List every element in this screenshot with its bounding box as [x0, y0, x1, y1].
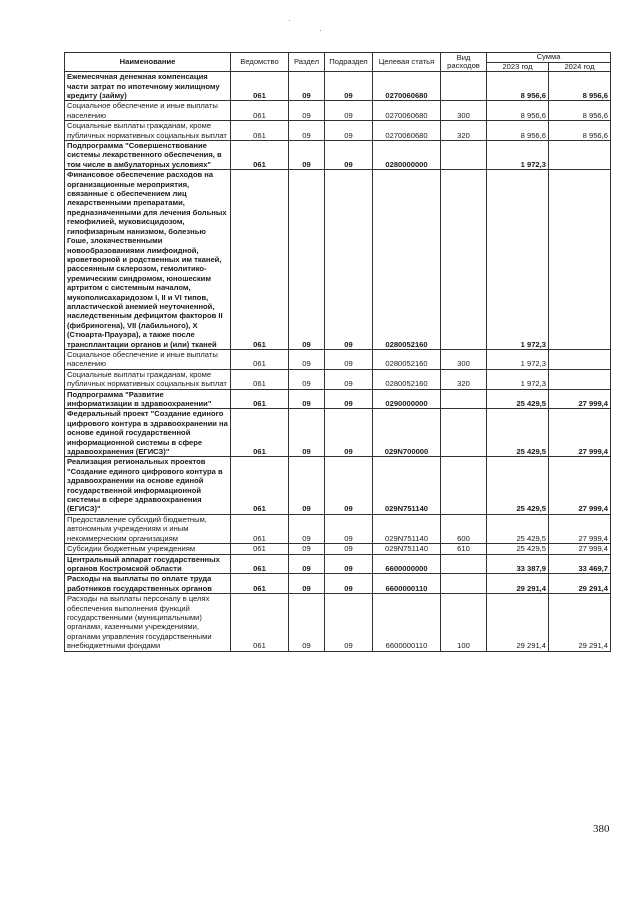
header-year-2024: 2024 год — [549, 62, 611, 72]
header-razdel: Раздел — [289, 53, 325, 72]
row-sum-2024-cell: 8 956,6 — [549, 121, 611, 141]
row-sum-2024-cell: 29 291,4 — [549, 574, 611, 594]
table-row — [65, 457, 611, 514]
row-name-cell: Социальные выплаты гражданам, кроме публичных нормативных социальных выплат — [65, 369, 231, 389]
table-row — [65, 141, 611, 170]
row-razdel-cell: 09 — [289, 457, 325, 514]
header-name: Наименование — [65, 53, 231, 72]
row-razdel-cell: 09 — [289, 369, 325, 389]
header-vedomstvo: Ведомство — [231, 53, 289, 72]
row-vid-raskhodov-cell — [441, 574, 487, 594]
row-tselevaya-statya-cell: 029N700000 — [373, 409, 441, 457]
row-sum-2023-cell: 25 429,5 — [487, 457, 549, 514]
row-podrazdel-cell: 09 — [325, 369, 373, 389]
row-podrazdel-cell: 09 — [325, 349, 373, 369]
row-tselevaya-statya-cell: 0270060680 — [373, 121, 441, 141]
row-vid-raskhodov-cell: 610 — [441, 544, 487, 554]
row-sum-2023-cell: 8 956,6 — [487, 72, 549, 101]
row-sum-2023-cell: 25 429,5 — [487, 409, 549, 457]
row-podrazdel-cell: 09 — [325, 389, 373, 409]
row-sum-2024-cell: 33 469,7 — [549, 554, 611, 574]
row-vedomstvo-cell: 061 — [231, 457, 289, 514]
row-tselevaya-statya-cell: 0270060680 — [373, 72, 441, 101]
row-sum-2023-cell: 1 972,3 — [487, 141, 549, 170]
table-row — [65, 574, 611, 594]
row-name-cell: Реализация региональных проектов "Создание единого цифрового контура в здравоохранении на основе единой государственной информационной системы в сфере здравоохранения (ЕГИСЗ)" — [65, 457, 231, 514]
header-podrazdel: Подраздел — [325, 53, 373, 72]
row-podrazdel-cell: 09 — [325, 457, 373, 514]
row-vid-raskhodov-cell: 300 — [441, 101, 487, 121]
table-body — [65, 72, 611, 651]
row-razdel-cell: 09 — [289, 121, 325, 141]
budget-table — [64, 52, 611, 652]
row-razdel-cell: 09 — [289, 170, 325, 350]
row-razdel-cell: 09 — [289, 72, 325, 101]
row-tselevaya-statya-cell: 6600000110 — [373, 574, 441, 594]
row-sum-2023-cell: 29 291,4 — [487, 594, 549, 651]
row-tselevaya-statya-cell: 029N751140 — [373, 457, 441, 514]
table-row — [65, 594, 611, 651]
row-vedomstvo-cell: 061 — [231, 141, 289, 170]
row-vid-raskhodov-cell: 100 — [441, 594, 487, 651]
row-name-cell: Расходы на выплаты по оплате труда работников государственных органов — [65, 574, 231, 594]
row-podrazdel-cell: 09 — [325, 141, 373, 170]
row-vid-raskhodov-cell — [441, 389, 487, 409]
row-name-cell: Предоставление субсидий бюджетным, автономным учреждениям и иным некоммерческим организациям — [65, 514, 231, 543]
row-vedomstvo-cell: 061 — [231, 101, 289, 121]
row-sum-2023-cell: 8 956,6 — [487, 121, 549, 141]
scan-speck — [289, 20, 290, 21]
row-name-cell: Финансовое обеспечение расходов на организационные мероприятия, связанные с обеспечением лиц лекарственными препаратами, предназначенными для лечения больных гемофилией, муковисцидозом, гипофизарным нанизмом, болезнью Гоше, злокачественными новообразованиями лимфоидной, кроветворной и родственных им тканей, рассеянным склерозом, гемолитико-уремическим синдромом, юношеским артритом с системным началом, мукополисахаридозом I, II и VI типов, апластической анемией неуточненной, наследственным дефицитом факторов II (фибриногена), VII (лабильного), X (Стюарта-Прауэра), а также после трансплантации органов и (или) тканей — [65, 170, 231, 350]
row-tselevaya-statya-cell: 0280052160 — [373, 349, 441, 369]
row-razdel-cell: 09 — [289, 594, 325, 651]
row-razdel-cell: 09 — [289, 349, 325, 369]
row-name-cell: Социальное обеспечение и иные выплаты населению — [65, 101, 231, 121]
row-sum-2023-cell: 25 429,5 — [487, 389, 549, 409]
row-sum-2023-cell: 1 972,3 — [487, 349, 549, 369]
row-sum-2024-cell — [549, 369, 611, 389]
row-vid-raskhodov-cell: 300 — [441, 349, 487, 369]
row-podrazdel-cell: 09 — [325, 101, 373, 121]
table-row — [65, 121, 611, 141]
row-podrazdel-cell: 09 — [325, 554, 373, 574]
table-row — [65, 170, 611, 350]
header-tselevaya-statya: Целевая статья — [373, 53, 441, 72]
row-vid-raskhodov-cell: 320 — [441, 369, 487, 389]
row-sum-2023-cell: 1 972,3 — [487, 170, 549, 350]
row-sum-2023-cell: 33 387,9 — [487, 554, 549, 574]
row-name-cell: Ежемесячная денежная компенсация части затрат по ипотечному жилищному кредиту (займу) — [65, 72, 231, 101]
row-podrazdel-cell: 09 — [325, 574, 373, 594]
row-tselevaya-statya-cell: 029N751140 — [373, 514, 441, 543]
row-sum-2024-cell: 8 956,6 — [549, 101, 611, 121]
row-razdel-cell: 09 — [289, 514, 325, 543]
row-razdel-cell: 09 — [289, 574, 325, 594]
row-sum-2024-cell — [549, 141, 611, 170]
row-vedomstvo-cell: 061 — [231, 514, 289, 543]
row-podrazdel-cell: 09 — [325, 409, 373, 457]
row-razdel-cell: 09 — [289, 544, 325, 554]
row-podrazdel-cell: 09 — [325, 514, 373, 543]
row-podrazdel-cell: 09 — [325, 72, 373, 101]
row-podrazdel-cell: 09 — [325, 594, 373, 651]
row-vedomstvo-cell: 061 — [231, 594, 289, 651]
row-name-cell: Федеральный проект "Создание единого цифрового контура в здравоохранении на основе единой государственной информационной системы в сфере здравоохранения (ЕГИСЗ)" — [65, 409, 231, 457]
table-row — [65, 101, 611, 121]
row-podrazdel-cell: 09 — [325, 170, 373, 350]
row-vedomstvo-cell: 061 — [231, 409, 289, 457]
row-razdel-cell: 09 — [289, 141, 325, 170]
row-sum-2024-cell: 27 999,4 — [549, 514, 611, 543]
row-razdel-cell: 09 — [289, 389, 325, 409]
row-sum-2023-cell: 25 429,5 — [487, 514, 549, 543]
row-sum-2023-cell: 1 972,3 — [487, 369, 549, 389]
row-vedomstvo-cell: 061 — [231, 349, 289, 369]
row-sum-2024-cell: 27 999,4 — [549, 409, 611, 457]
row-name-cell: Социальное обеспечение и иные выплаты населению — [65, 349, 231, 369]
row-vid-raskhodov-cell — [441, 457, 487, 514]
row-vid-raskhodov-cell — [441, 554, 487, 574]
row-tselevaya-statya-cell: 0270060680 — [373, 101, 441, 121]
row-vid-raskhodov-cell — [441, 141, 487, 170]
row-tselevaya-statya-cell: 029N751140 — [373, 544, 441, 554]
row-tselevaya-statya-cell: 6600000000 — [373, 554, 441, 574]
table-row — [65, 544, 611, 554]
header-vid-raskhodov: Вид расходов — [441, 53, 487, 72]
row-sum-2024-cell — [549, 170, 611, 350]
row-name-cell: Субсидии бюджетным учреждениям — [65, 544, 231, 554]
table-row — [65, 409, 611, 457]
row-vid-raskhodov-cell — [441, 409, 487, 457]
row-name-cell: Подпрограмма "Совершенствование системы лекарственного обеспечения, в том числе в амбулаторных условиях" — [65, 141, 231, 170]
row-sum-2023-cell: 8 956,6 — [487, 101, 549, 121]
row-vedomstvo-cell: 061 — [231, 170, 289, 350]
row-tselevaya-statya-cell: 0280000000 — [373, 141, 441, 170]
table-row — [65, 514, 611, 543]
row-sum-2024-cell — [549, 349, 611, 369]
table-row — [65, 369, 611, 389]
row-vedomstvo-cell: 061 — [231, 554, 289, 574]
row-vid-raskhodov-cell — [441, 170, 487, 350]
row-vid-raskhodov-cell — [441, 72, 487, 101]
row-razdel-cell: 09 — [289, 554, 325, 574]
row-podrazdel-cell: 09 — [325, 544, 373, 554]
table-row — [65, 554, 611, 574]
row-name-cell: Центральный аппарат государственных органов Костромской области — [65, 554, 231, 574]
row-vedomstvo-cell: 061 — [231, 72, 289, 101]
page-number: 380 — [593, 823, 610, 835]
row-razdel-cell: 09 — [289, 409, 325, 457]
row-tselevaya-statya-cell: 0280052160 — [373, 369, 441, 389]
row-tselevaya-statya-cell: 0290000000 — [373, 389, 441, 409]
row-sum-2024-cell: 29 291,4 — [549, 594, 611, 651]
row-vid-raskhodov-cell: 320 — [441, 121, 487, 141]
scan-speck — [320, 30, 321, 31]
table-row — [65, 389, 611, 409]
row-vedomstvo-cell: 061 — [231, 389, 289, 409]
table-row — [65, 72, 611, 101]
row-sum-2024-cell: 27 999,4 — [549, 389, 611, 409]
table-row — [65, 349, 611, 369]
budget-table-sheet — [64, 52, 610, 652]
row-vid-raskhodov-cell: 600 — [441, 514, 487, 543]
header-year-2023: 2023 год — [487, 62, 549, 72]
row-sum-2023-cell: 29 291,4 — [487, 574, 549, 594]
row-vedomstvo-cell: 061 — [231, 544, 289, 554]
row-podrazdel-cell: 09 — [325, 121, 373, 141]
row-name-cell: Социальные выплаты гражданам, кроме публичных нормативных социальных выплат — [65, 121, 231, 141]
row-sum-2024-cell: 27 999,4 — [549, 457, 611, 514]
row-sum-2024-cell: 8 956,6 — [549, 72, 611, 101]
row-sum-2023-cell: 25 429,5 — [487, 544, 549, 554]
row-vedomstvo-cell: 061 — [231, 369, 289, 389]
row-name-cell: Подпрограмма "Развитие информатизации в здравоохранении" — [65, 389, 231, 409]
row-name-cell: Расходы на выплаты персоналу в целях обеспечения выполнения функций государственными (муниципальными) органами, казенными учреждениями, органами управления государственными внебюджетными фондами — [65, 594, 231, 651]
row-razdel-cell: 09 — [289, 101, 325, 121]
row-tselevaya-statya-cell: 0280052160 — [373, 170, 441, 350]
row-vedomstvo-cell: 061 — [231, 121, 289, 141]
row-vedomstvo-cell: 061 — [231, 574, 289, 594]
row-tselevaya-statya-cell: 6600000110 — [373, 594, 441, 651]
row-sum-2024-cell: 27 999,4 — [549, 544, 611, 554]
header-summa: Сумма — [487, 53, 611, 63]
